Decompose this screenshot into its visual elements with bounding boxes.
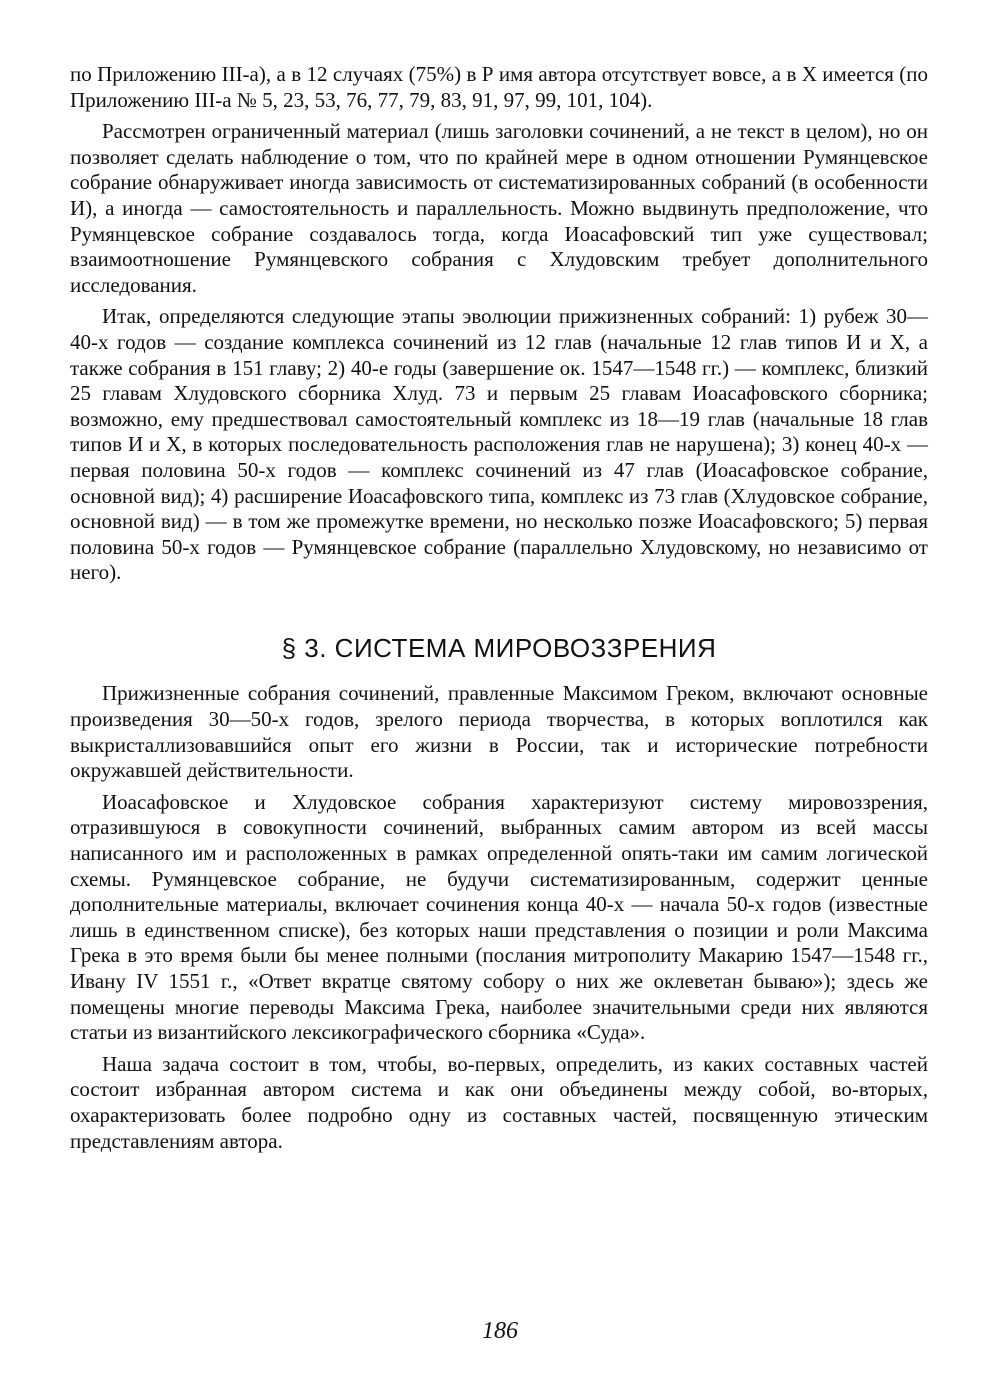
paragraph-evolution-stages: Итак, определяются следующие этапы эволюции прижизненных собраний: 1) рубеж 30—40-х годов — создание комплекса сочинений из 12 глав (начальные 12 глав типов И и Х, а также собрания в 151 главу; 2) 40-е годы (завершение ок. 1547—1548 гг.) — комплекс, близкий 25 главам Хлудовского сборника Хлуд. 73 и первым 25 главам Иоасафовского сборника; возможно, ему предшествовал самостоятельный комплекс из 18—19 глав (начальные 18 глав типов И и Х, в которых последовательность расположения глав не нарушена); 3) конец 40-х — первая половина 50-х годов — комплекс сочинений из 47 глав (Иоасафовское собрание, основной вид); 4) расширение Иоасафовского типа, комплекс из 73 глав (Хлудовское собрание, основной вид) — в том же промежутке времени, но несколько позже Иоасафовского; 5) первая половина 50-х годов — Румянцевское собрание (параллельно Хлудовскому, но независимо от него). [70, 304, 928, 585]
page-body [70, 62, 928, 1160]
paragraph-worldview-system: Иоасафовское и Хлудовское собрания характеризуют систему мировоззрения, отразившуюся в совокупности сочинений, выбранных самим автором из всей массы написанного им и расположенных в рамках определенной опять-таки им самим логической схемы. Румянцевское собрание, не будучи систематизированным, содержит ценные дополнительные материалы, включает сочинения конца 40-х — начала 50-х годов (известные лишь в единственном списке), без которых наши представления о позиции и роли Максима Грека в это время были бы менее полными (послания митрополиту Макарию 1547—1548 гг., Ивану IV 1551 г., «Ответ вкратце святому собору о них же оклеветан бываю»); здесь же помещены многие переводы Максима Грека, наиболее значительными среди них являются статьи из византийского лексикографического сборника «Суда». [70, 789, 928, 1045]
page-number: 186 [482, 1318, 518, 1344]
paragraph-lifetime-collections: Прижизненные собрания сочинений, правленные Максимом Греком, включают основные произведения 30—50-х годов, зрелого периода творчества, в которых воплотился как выкристаллизовавшийся опыт его жизни в России, так и исторические потребности окружавшей действительности. [70, 681, 928, 783]
paragraph-rumyantsev-analysis: Рассмотрен ограниченный материал (лишь заголовки сочинений, а не текст в целом), но он позволяет сделать наблюдение о том, что по крайней мере в одном отношении Румянцевское собрание обнаруживает иногда зависимость от систематизированных собраний (в особенности И), а иногда — самостоятельность и параллельность. Можно выдвинуть предположение, что Румянцевское собрание создавалось тогда, когда Иоасафовский тип уже существовал; взаимоотношение Румянцевского собрания с Хлудовским требует дополнительного исследования. [70, 119, 928, 297]
paragraph-research-task: Наша задача состоит в том, чтобы, во-первых, определить, из каких составных частей состоит избранная автором система и как они объединены между собой, во-вторых, охарактеризовать более подробно одну из составных частей, посвященную этическим представлениям автора. [70, 1051, 928, 1153]
section-heading: § 3. СИСТЕМА МИРОВОЗЗРЕНИЯ [281, 632, 717, 663]
paragraph-continuation: по Приложению III-а), а в 12 случаях (75%) в Р имя автора отсутствует вовсе, а в Х имеется (по Приложению III-а № 5, 23, 53, 76, 77, 79, 83, 91, 97, 99, 101, 104). [70, 62, 928, 112]
